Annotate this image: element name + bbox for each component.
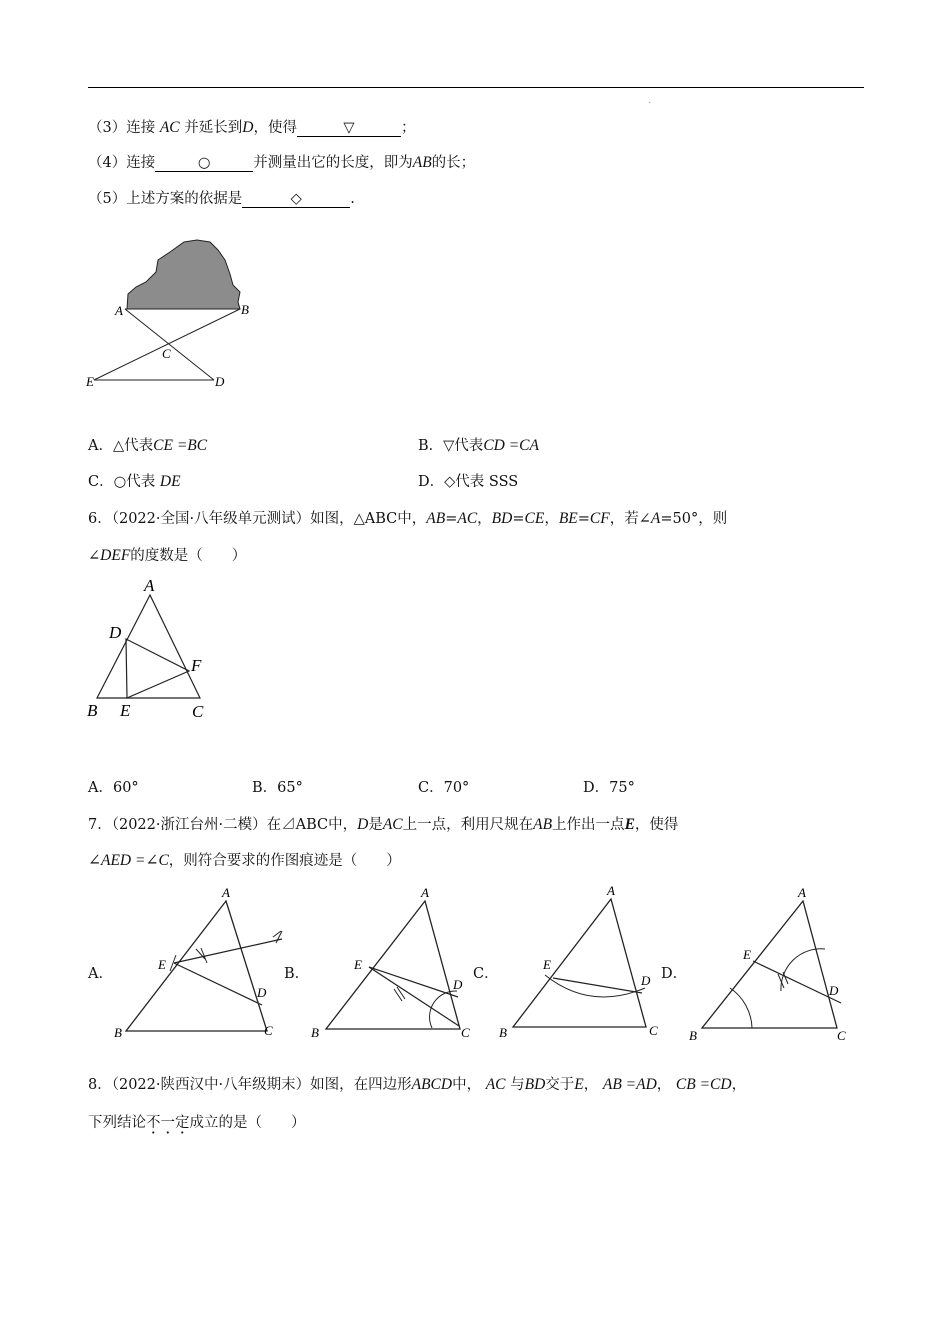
q7-figure-a: [110, 885, 290, 1045]
svg-text:C: C: [649, 1023, 658, 1038]
blank-circle: ○: [155, 155, 253, 172]
svg-text:E: E: [743, 947, 751, 962]
emphasis-char: 不: [146, 1115, 161, 1131]
q7-stem-line2: ∠AED =∠C，则符合要求的作图痕迹是（ ）: [88, 852, 401, 869]
q7-option-b[interactable]: B．: [284, 966, 310, 982]
svg-text:E: E: [158, 957, 166, 972]
svg-text:D: D: [257, 985, 267, 1000]
label-e: E: [86, 374, 94, 389]
obstacle-shape: [127, 240, 240, 309]
q5-option-d[interactable]: D．◇代表 SSS: [418, 474, 519, 490]
emphasis-char: 一: [160, 1115, 175, 1131]
svg-text:B: B: [689, 1028, 697, 1043]
q7-option-d[interactable]: D．: [661, 966, 688, 982]
label-a: A: [115, 303, 123, 318]
q5-option-b[interactable]: B．▽代表CD =CA: [418, 437, 539, 454]
q6-stem-line2: ∠DEF的度数是（ ）: [88, 547, 247, 564]
svg-text:D: D: [829, 983, 839, 998]
svg-text:A: A: [421, 885, 429, 900]
svg-text:C: C: [461, 1025, 470, 1040]
label-e: E: [120, 701, 131, 720]
svg-text:D: D: [641, 973, 651, 988]
emphasis-char: 定: [175, 1115, 190, 1131]
svg-text:B: B: [499, 1025, 507, 1040]
svg-text:D: D: [453, 977, 463, 992]
label-b: B: [87, 701, 98, 720]
svg-text:A: A: [222, 885, 230, 900]
svg-text:C: C: [837, 1028, 846, 1043]
header-dot: .: [648, 95, 652, 106]
triangle-abc: [97, 595, 200, 698]
svg-text:A: A: [607, 883, 615, 898]
q6-stem-line1: 6．（2022·全国·八年级单元测试）如图，△ABC中，AB=AC，BD=CE，BE=CF，若∠A=50°，则: [88, 510, 728, 527]
q5-option-c[interactable]: C．○代表 DE: [88, 473, 181, 490]
q6-option-a[interactable]: A．60°: [88, 780, 139, 796]
q7-figure-d: [685, 885, 865, 1045]
triangle-def: [126, 639, 189, 698]
q8-stem-line1: 8．（2022·陕西汉中·八年级期末）如图，在四边形ABCD中， AC 与BD交于E， AB =AD， CB =CD，: [88, 1076, 747, 1093]
q5-option-a[interactable]: A．△代表CE =BC: [88, 437, 208, 454]
label-a: A: [144, 576, 155, 595]
svg-text:C: C: [264, 1023, 273, 1038]
svg-text:B: B: [114, 1025, 122, 1040]
q7-stem-line1: 7．（2022·浙江台州·二模）在⊿ABC中，D是AC上一点，利用尺规在AB上作出一点E，使得: [88, 816, 679, 833]
blank-diamond: ◇: [242, 191, 350, 208]
q7-option-a[interactable]: A．: [88, 966, 113, 982]
q6-figure: [80, 575, 220, 725]
q5-step-4: （4）连接 ○ 并测量出它的长度，即为AB的长；: [88, 154, 476, 171]
label-f: F: [191, 656, 202, 675]
q6-option-c[interactable]: C．70°: [418, 780, 470, 796]
q5-step-3: （3）连接 AC 并延长到D，使得 ▽ ；: [88, 119, 416, 136]
q5-step-5: （5）上述方案的依据是 ◇ .: [88, 191, 355, 207]
svg-text:E: E: [543, 957, 551, 972]
segment-be: [94, 309, 240, 380]
svg-text:A: A: [798, 885, 806, 900]
label-d: D: [109, 623, 122, 642]
label-c: C: [192, 702, 204, 721]
q6-option-b[interactable]: B．65°: [252, 780, 303, 796]
svg-text:E: E: [354, 957, 362, 972]
q7-figure-b: [305, 885, 485, 1045]
label-d: D: [215, 374, 225, 389]
q8-stem-line2: 下列结论不一定成立的是（ ）: [88, 1115, 306, 1131]
q7-figure-c: [495, 885, 675, 1045]
svg-text:B: B: [311, 1025, 319, 1040]
q7-option-c[interactable]: C．: [473, 966, 499, 982]
label-c: C: [162, 346, 171, 361]
q6-option-d[interactable]: D．75°: [583, 780, 635, 796]
label-b: B: [241, 302, 249, 317]
segment-ad: [125, 309, 214, 380]
blank-triangle: ▽: [297, 120, 401, 137]
q5-figure: [80, 230, 270, 395]
header-rule: [88, 87, 864, 88]
